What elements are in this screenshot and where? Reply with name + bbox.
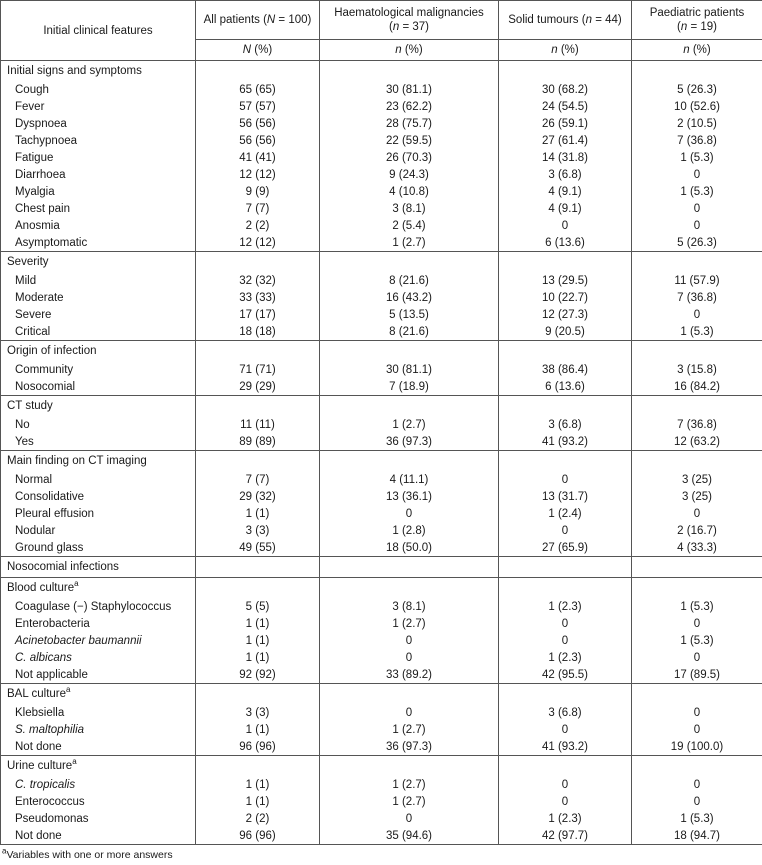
section-empty-cell <box>499 557 632 578</box>
row-label: Enterococcus <box>1 793 196 810</box>
section-empty-cell <box>196 61 320 82</box>
row-label: Dyspnoea <box>1 115 196 132</box>
section-title-text: Main finding on CT imaging <box>7 455 147 467</box>
cell-all-patients: 1 (1) <box>196 721 320 738</box>
row-label: Pseudomonas <box>1 810 196 827</box>
cell-solid-tumours: 38 (86.4) <box>499 361 632 378</box>
cell-paediatric: 0 <box>632 217 762 234</box>
cell-haematological: 0 <box>320 649 499 666</box>
cell-solid-tumours: 42 (97.7) <box>499 827 632 845</box>
cell-paediatric: 18 (94.7) <box>632 827 762 845</box>
cell-all-patients: 1 (1) <box>196 776 320 793</box>
cell-all-patients: 1 (1) <box>196 632 320 649</box>
cell-paediatric: 19 (100.0) <box>632 738 762 756</box>
cell-all-patients: 96 (96) <box>196 738 320 756</box>
cell-all-patients: 18 (18) <box>196 323 320 341</box>
cell-paediatric: 0 <box>632 793 762 810</box>
cell-solid-tumours: 4 (9.1) <box>499 183 632 200</box>
section-empty-cell <box>632 341 762 362</box>
cell-paediatric: 0 <box>632 721 762 738</box>
cell-haematological: 9 (24.3) <box>320 166 499 183</box>
table-row <box>1 810 762 827</box>
section-title <box>1 341 196 362</box>
header-all-patients: All patients (N = 100) <box>196 1 320 40</box>
section-empty-cell <box>320 451 499 472</box>
cell-solid-tumours: 1 (2.3) <box>499 598 632 615</box>
section-empty-cell <box>320 341 499 362</box>
cell-haematological: 28 (75.7) <box>320 115 499 132</box>
section-header-row <box>1 756 762 777</box>
cell-all-patients: 1 (1) <box>196 615 320 632</box>
row-label: Asymptomatic <box>1 234 196 252</box>
header-haematological-malignancies: Haematological malignancies (n = 37) <box>320 1 499 40</box>
section-empty-cell <box>632 396 762 417</box>
section-header-row <box>1 578 762 599</box>
section-empty-cell <box>196 756 320 777</box>
table-row <box>1 289 762 306</box>
section-empty-cell <box>320 756 499 777</box>
cell-paediatric: 5 (26.3) <box>632 234 762 252</box>
section-empty-cell <box>196 252 320 273</box>
cell-haematological: 35 (94.6) <box>320 827 499 845</box>
cell-paediatric: 1 (5.3) <box>632 810 762 827</box>
cell-haematological: 0 <box>320 810 499 827</box>
cell-all-patients: 9 (9) <box>196 183 320 200</box>
table-row <box>1 378 762 396</box>
table-row <box>1 539 762 557</box>
section-empty-cell <box>499 61 632 82</box>
section-empty-cell <box>632 756 762 777</box>
cell-solid-tumours: 14 (31.8) <box>499 149 632 166</box>
cell-all-patients: 7 (7) <box>196 200 320 217</box>
table-body <box>1 61 762 845</box>
table-row <box>1 827 762 845</box>
cell-solid-tumours: 0 <box>499 522 632 539</box>
section-empty-cell <box>320 396 499 417</box>
footnote-text: Variables with one or more answers <box>6 849 173 861</box>
cell-all-patients: 32 (32) <box>196 272 320 289</box>
section-empty-cell <box>320 61 499 82</box>
table-row <box>1 776 762 793</box>
cell-solid-tumours: 4 (9.1) <box>499 200 632 217</box>
cell-all-patients: 49 (55) <box>196 539 320 557</box>
subheader-solid: n (%) <box>499 40 632 61</box>
section-footnote-mark: a <box>74 579 79 589</box>
cell-solid-tumours: 6 (13.6) <box>499 234 632 252</box>
row-label: Fatigue <box>1 149 196 166</box>
header-solid-tumours: Solid tumours (n = 44) <box>499 1 632 40</box>
section-title <box>1 451 196 472</box>
section-title <box>1 578 196 599</box>
table-row <box>1 471 762 488</box>
table-row <box>1 738 762 756</box>
cell-paediatric: 3 (25) <box>632 471 762 488</box>
section-header-row <box>1 61 762 82</box>
cell-solid-tumours: 10 (22.7) <box>499 289 632 306</box>
cell-all-patients: 3 (3) <box>196 704 320 721</box>
cell-all-patients: 17 (17) <box>196 306 320 323</box>
cell-paediatric: 17 (89.5) <box>632 666 762 684</box>
row-label: Fever <box>1 98 196 115</box>
cell-all-patients: 41 (41) <box>196 149 320 166</box>
section-title <box>1 252 196 273</box>
cell-paediatric: 16 (84.2) <box>632 378 762 396</box>
row-label: Community <box>1 361 196 378</box>
row-label: Consolidative <box>1 488 196 505</box>
section-empty-cell <box>196 578 320 599</box>
footnote-mark: a <box>2 846 7 856</box>
cell-all-patients: 65 (65) <box>196 81 320 98</box>
cell-all-patients: 71 (71) <box>196 361 320 378</box>
cell-paediatric: 4 (33.3) <box>632 539 762 557</box>
section-header-row <box>1 684 762 705</box>
cell-haematological: 4 (10.8) <box>320 183 499 200</box>
cell-solid-tumours: 0 <box>499 721 632 738</box>
table-row <box>1 200 762 217</box>
row-label: Not applicable <box>1 666 196 684</box>
table-row <box>1 98 762 115</box>
header-initial-clinical-features: Initial clinical features <box>1 1 196 61</box>
cell-paediatric: 0 <box>632 649 762 666</box>
cell-solid-tumours: 3 (6.8) <box>499 416 632 433</box>
section-title-text: Origin of infection <box>7 345 97 357</box>
table-row <box>1 649 762 666</box>
cell-solid-tumours: 0 <box>499 776 632 793</box>
section-empty-cell <box>320 252 499 273</box>
cell-solid-tumours: 6 (13.6) <box>499 378 632 396</box>
table-row <box>1 115 762 132</box>
cell-haematological: 0 <box>320 505 499 522</box>
cell-paediatric: 10 (52.6) <box>632 98 762 115</box>
cell-solid-tumours: 3 (6.8) <box>499 704 632 721</box>
section-empty-cell <box>320 557 499 578</box>
cell-solid-tumours: 13 (31.7) <box>499 488 632 505</box>
cell-solid-tumours: 27 (65.9) <box>499 539 632 557</box>
section-title <box>1 61 196 82</box>
row-label: Chest pain <box>1 200 196 217</box>
subheader-all: N (%) <box>196 40 320 61</box>
section-title <box>1 396 196 417</box>
row-label: Ground glass <box>1 539 196 557</box>
cell-solid-tumours: 3 (6.8) <box>499 166 632 183</box>
cell-all-patients: 33 (33) <box>196 289 320 306</box>
cell-paediatric: 7 (36.8) <box>632 289 762 306</box>
table-row <box>1 416 762 433</box>
row-label: Not done <box>1 738 196 756</box>
cell-all-patients: 57 (57) <box>196 98 320 115</box>
section-title-text: Nosocomial infections <box>7 561 119 573</box>
table-row <box>1 132 762 149</box>
cell-all-patients: 29 (29) <box>196 378 320 396</box>
section-empty-cell <box>196 396 320 417</box>
row-label: Mild <box>1 272 196 289</box>
cell-all-patients: 56 (56) <box>196 132 320 149</box>
cell-paediatric: 0 <box>632 306 762 323</box>
cell-haematological: 8 (21.6) <box>320 272 499 289</box>
cell-paediatric: 11 (57.9) <box>632 272 762 289</box>
table-row <box>1 488 762 505</box>
table-row <box>1 505 762 522</box>
section-header-row <box>1 396 762 417</box>
section-empty-cell <box>499 756 632 777</box>
cell-haematological: 0 <box>320 704 499 721</box>
cell-paediatric: 5 (26.3) <box>632 81 762 98</box>
table-row <box>1 666 762 684</box>
section-empty-cell <box>632 451 762 472</box>
section-title <box>1 557 196 578</box>
cell-paediatric: 3 (25) <box>632 488 762 505</box>
cell-all-patients: 11 (11) <box>196 416 320 433</box>
cell-all-patients: 2 (2) <box>196 810 320 827</box>
section-header-row <box>1 252 762 273</box>
row-label: Acinetobacter baumannii <box>1 632 196 649</box>
cell-paediatric: 0 <box>632 166 762 183</box>
row-label: No <box>1 416 196 433</box>
cell-haematological: 7 (18.9) <box>320 378 499 396</box>
table-row <box>1 433 762 451</box>
cell-haematological: 1 (2.8) <box>320 522 499 539</box>
section-empty-cell <box>499 684 632 705</box>
cell-paediatric: 1 (5.3) <box>632 183 762 200</box>
cell-solid-tumours: 24 (54.5) <box>499 98 632 115</box>
cell-all-patients: 92 (92) <box>196 666 320 684</box>
cell-paediatric: 2 (16.7) <box>632 522 762 539</box>
section-title-text: CT study <box>7 400 53 412</box>
cell-haematological: 2 (5.4) <box>320 217 499 234</box>
section-title-text: BAL culture <box>7 688 67 700</box>
cell-haematological: 13 (36.1) <box>320 488 499 505</box>
section-title-text: Severity <box>7 256 49 268</box>
table-row <box>1 704 762 721</box>
section-empty-cell <box>320 684 499 705</box>
table-row <box>1 793 762 810</box>
table-row <box>1 615 762 632</box>
cell-solid-tumours: 1 (2.4) <box>499 505 632 522</box>
cell-paediatric: 1 (5.3) <box>632 598 762 615</box>
cell-haematological: 33 (89.2) <box>320 666 499 684</box>
section-empty-cell <box>499 341 632 362</box>
cell-haematological: 26 (70.3) <box>320 149 499 166</box>
row-label: Yes <box>1 433 196 451</box>
row-label: Klebsiella <box>1 704 196 721</box>
row-label: Coagulase (−) Staphylococcus <box>1 598 196 615</box>
cell-all-patients: 1 (1) <box>196 505 320 522</box>
cell-haematological: 23 (62.2) <box>320 98 499 115</box>
section-title <box>1 684 196 705</box>
subheader-paed: n (%) <box>632 40 762 61</box>
cell-all-patients: 1 (1) <box>196 649 320 666</box>
subheader-haem: n (%) <box>320 40 499 61</box>
table-row <box>1 306 762 323</box>
section-empty-cell <box>632 557 762 578</box>
section-empty-cell <box>196 557 320 578</box>
row-label: Diarrhoea <box>1 166 196 183</box>
section-empty-cell <box>632 252 762 273</box>
cell-haematological: 1 (2.7) <box>320 416 499 433</box>
cell-haematological: 36 (97.3) <box>320 433 499 451</box>
cell-haematological: 1 (2.7) <box>320 615 499 632</box>
section-empty-cell <box>632 61 762 82</box>
section-empty-cell <box>632 578 762 599</box>
cell-solid-tumours: 41 (93.2) <box>499 433 632 451</box>
row-label: Enterobacteria <box>1 615 196 632</box>
cell-paediatric: 1 (5.3) <box>632 149 762 166</box>
cell-all-patients: 12 (12) <box>196 166 320 183</box>
cell-all-patients: 96 (96) <box>196 827 320 845</box>
section-empty-cell <box>499 252 632 273</box>
cell-haematological: 0 <box>320 632 499 649</box>
section-title <box>1 756 196 777</box>
section-header-row <box>1 341 762 362</box>
cell-all-patients: 7 (7) <box>196 471 320 488</box>
footnote <box>0 845 762 861</box>
section-empty-cell <box>499 578 632 599</box>
cell-solid-tumours: 0 <box>499 471 632 488</box>
cell-paediatric: 12 (63.2) <box>632 433 762 451</box>
cell-paediatric: 7 (36.8) <box>632 416 762 433</box>
cell-all-patients: 5 (5) <box>196 598 320 615</box>
cell-haematological: 3 (8.1) <box>320 200 499 217</box>
cell-all-patients: 2 (2) <box>196 217 320 234</box>
cell-haematological: 3 (8.1) <box>320 598 499 615</box>
table-row <box>1 522 762 539</box>
row-label: C. tropicalis <box>1 776 196 793</box>
row-label: Critical <box>1 323 196 341</box>
cell-solid-tumours: 0 <box>499 793 632 810</box>
cell-solid-tumours: 1 (2.3) <box>499 649 632 666</box>
cell-paediatric: 1 (5.3) <box>632 632 762 649</box>
cell-haematological: 4 (11.1) <box>320 471 499 488</box>
cell-paediatric: 1 (5.3) <box>632 323 762 341</box>
section-empty-cell <box>499 451 632 472</box>
header-paediatric-patients: Paediatric patients (n = 19) <box>632 1 762 40</box>
cell-all-patients: 1 (1) <box>196 793 320 810</box>
row-label: Tachypnoea <box>1 132 196 149</box>
cell-paediatric: 0 <box>632 704 762 721</box>
cell-solid-tumours: 13 (29.5) <box>499 272 632 289</box>
section-title-text: Initial signs and symptoms <box>7 65 142 77</box>
row-label: Not done <box>1 827 196 845</box>
section-empty-cell <box>320 578 499 599</box>
cell-solid-tumours: 42 (95.5) <box>499 666 632 684</box>
cell-solid-tumours: 41 (93.2) <box>499 738 632 756</box>
table-row <box>1 272 762 289</box>
table-row <box>1 183 762 200</box>
cell-haematological: 16 (43.2) <box>320 289 499 306</box>
cell-haematological: 30 (81.1) <box>320 361 499 378</box>
cell-haematological: 1 (2.7) <box>320 234 499 252</box>
cell-paediatric: 7 (36.8) <box>632 132 762 149</box>
row-label: S. maltophilia <box>1 721 196 738</box>
table-row <box>1 234 762 252</box>
cell-all-patients: 29 (32) <box>196 488 320 505</box>
row-label: Severe <box>1 306 196 323</box>
cell-solid-tumours: 9 (20.5) <box>499 323 632 341</box>
cell-paediatric: 0 <box>632 776 762 793</box>
cell-solid-tumours: 0 <box>499 615 632 632</box>
row-label: Nodular <box>1 522 196 539</box>
section-header-row <box>1 451 762 472</box>
section-header-row <box>1 557 762 578</box>
table-row <box>1 721 762 738</box>
cell-paediatric: 2 (10.5) <box>632 115 762 132</box>
cell-haematological: 1 (2.7) <box>320 721 499 738</box>
row-label: Myalgia <box>1 183 196 200</box>
cell-solid-tumours: 12 (27.3) <box>499 306 632 323</box>
section-empty-cell <box>499 396 632 417</box>
table-row <box>1 166 762 183</box>
section-empty-cell <box>632 684 762 705</box>
cell-haematological: 22 (59.5) <box>320 132 499 149</box>
cell-solid-tumours: 0 <box>499 632 632 649</box>
cell-paediatric: 0 <box>632 615 762 632</box>
section-title-text: Blood culture <box>7 582 75 594</box>
row-label: Nosocomial <box>1 378 196 396</box>
row-label: C. albicans <box>1 649 196 666</box>
cell-all-patients: 3 (3) <box>196 522 320 539</box>
row-label: Moderate <box>1 289 196 306</box>
cell-all-patients: 56 (56) <box>196 115 320 132</box>
section-empty-cell <box>196 451 320 472</box>
table-row <box>1 217 762 234</box>
cell-solid-tumours: 0 <box>499 217 632 234</box>
cell-solid-tumours: 27 (61.4) <box>499 132 632 149</box>
table-row <box>1 361 762 378</box>
cell-haematological: 1 (2.7) <box>320 776 499 793</box>
table-row <box>1 632 762 649</box>
header-row <box>1 1 762 40</box>
cell-haematological: 5 (13.5) <box>320 306 499 323</box>
cell-haematological: 8 (21.6) <box>320 323 499 341</box>
row-label: Anosmia <box>1 217 196 234</box>
section-empty-cell <box>196 684 320 705</box>
cell-paediatric: 0 <box>632 200 762 217</box>
row-label: Cough <box>1 81 196 98</box>
table-row <box>1 598 762 615</box>
cell-solid-tumours: 30 (68.2) <box>499 81 632 98</box>
cell-haematological: 30 (81.1) <box>320 81 499 98</box>
row-label: Pleural effusion <box>1 505 196 522</box>
table-row <box>1 81 762 98</box>
cell-paediatric: 3 (15.8) <box>632 361 762 378</box>
section-footnote-mark: a <box>66 685 71 695</box>
cell-paediatric: 0 <box>632 505 762 522</box>
table-row <box>1 323 762 341</box>
section-empty-cell <box>196 341 320 362</box>
cell-solid-tumours: 1 (2.3) <box>499 810 632 827</box>
cell-haematological: 1 (2.7) <box>320 793 499 810</box>
table-row <box>1 149 762 166</box>
section-footnote-mark: a <box>72 757 77 767</box>
section-title-text: Urine culture <box>7 760 73 772</box>
cell-solid-tumours: 26 (59.1) <box>499 115 632 132</box>
row-label: Normal <box>1 471 196 488</box>
cell-haematological: 18 (50.0) <box>320 539 499 557</box>
cell-haematological: 36 (97.3) <box>320 738 499 756</box>
cell-all-patients: 12 (12) <box>196 234 320 252</box>
cell-all-patients: 89 (89) <box>196 433 320 451</box>
